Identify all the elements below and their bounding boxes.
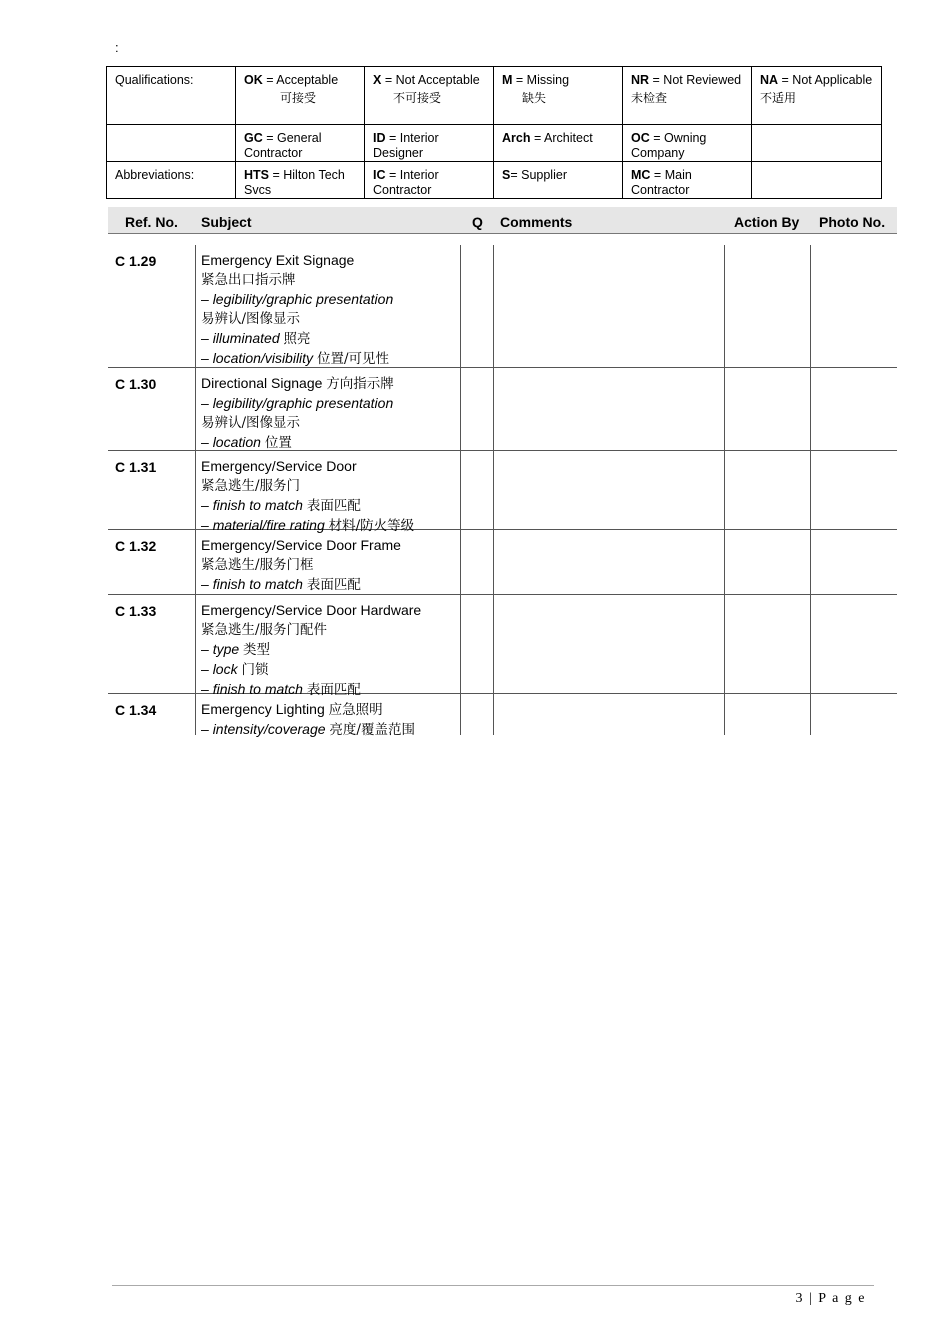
- col-divider: [724, 530, 725, 594]
- row-subject: [201, 374, 461, 453]
- row-subject-line: – intensity/coverage 亮度/覆盖范围: [201, 721, 415, 738]
- row-subject: [201, 700, 461, 740]
- col-divider: [195, 368, 196, 450]
- legend-empty-cell: [107, 125, 236, 162]
- col-divider: [724, 595, 725, 693]
- checklist-rows: [108, 245, 897, 738]
- legend-hts: HTS = Hilton Tech Svcs: [236, 162, 365, 199]
- page-number: 3 | P a g e: [795, 1291, 866, 1306]
- row-subject-line: – location 位置: [201, 434, 292, 451]
- legend-table: [106, 66, 882, 199]
- legend-id: ID = Interior Designer: [365, 125, 494, 162]
- row-subject-line: 易辨认/图像显示: [201, 311, 301, 327]
- col-divider: [810, 595, 811, 693]
- row-subject-line: – type 类型: [201, 641, 271, 658]
- checklist-row: [108, 245, 897, 368]
- header-action-by: Action By: [734, 214, 800, 230]
- row-ref: C 1.30: [115, 376, 157, 392]
- row-subject-line: – finish to match 表面匹配: [201, 576, 361, 593]
- legend-gc: GC = General Contractor: [236, 125, 365, 162]
- checklist-header: [108, 207, 897, 234]
- legend-mc: MC = Main Contractor: [623, 162, 752, 199]
- col-divider: [724, 694, 725, 735]
- legend-empty-cell: [752, 125, 882, 162]
- footer-divider: [112, 1285, 874, 1286]
- checklist-row: [108, 694, 897, 738]
- legend-x: X = Not Acceptable 不可接受: [365, 67, 494, 125]
- checklist-row: [108, 595, 897, 698]
- row-subject-line: – finish to match 表面匹配: [201, 681, 361, 698]
- legend-nr: NR = Not Reviewed 未检查: [623, 67, 752, 125]
- legend-s: S= Supplier: [494, 162, 623, 199]
- row-subject-title: Emergency Lighting 应急照明: [201, 701, 383, 718]
- row-ref: C 1.33: [115, 603, 157, 619]
- row-ref: C 1.34: [115, 702, 157, 718]
- col-divider: [724, 451, 725, 529]
- col-divider: [810, 694, 811, 735]
- row-subject-title: Directional Signage 方向指示牌: [201, 375, 394, 392]
- row-subject-line: – material/fire rating 材料/防火等级: [201, 517, 415, 534]
- row-subject-line: 紧急逃生/服务门框: [201, 557, 314, 573]
- header-subject: Subject: [201, 214, 252, 230]
- row-subject: [201, 536, 461, 595]
- legend-ic: IC = Interior Contractor: [365, 162, 494, 199]
- col-divider: [724, 368, 725, 450]
- row-subject-line: 紧急逃生/服务门配件: [201, 622, 328, 638]
- row-subject-title: Emergency Exit Signage: [201, 252, 355, 268]
- row-ref: C 1.31: [115, 459, 157, 475]
- row-subject-line: – location/visibility 位置/可见性: [201, 350, 390, 367]
- row-subject-line: – lock 门锁: [201, 661, 269, 678]
- col-divider: [724, 245, 725, 367]
- checklist-row: [108, 368, 897, 451]
- row-ref: C 1.32: [115, 538, 157, 554]
- row-subject: [201, 601, 461, 700]
- legend-m: M = Missing 缺失: [494, 67, 623, 125]
- col-divider: [810, 245, 811, 367]
- row-subject-line: 易辨认/图像显示: [201, 415, 301, 431]
- col-divider: [493, 595, 494, 693]
- header-q: Q: [472, 214, 483, 230]
- col-divider: [493, 530, 494, 594]
- col-divider: [195, 694, 196, 735]
- row-subject-line: – illuminated 照亮: [201, 330, 311, 347]
- row-subject-title: Emergency/Service Door Hardware: [201, 602, 422, 618]
- legend-arch: Arch = Architect: [494, 125, 623, 162]
- col-divider: [810, 530, 811, 594]
- col-divider: [195, 245, 196, 367]
- legend-oc: OC = Owning Company: [623, 125, 752, 162]
- col-divider: [493, 245, 494, 367]
- row-subject-line: – legibility/graphic presentation: [201, 395, 394, 411]
- row-subject: [201, 457, 461, 536]
- row-subject-line: 紧急逃生/服务门: [201, 478, 301, 494]
- col-divider: [493, 368, 494, 450]
- col-divider: [195, 530, 196, 594]
- header-comments: Comments: [500, 214, 573, 230]
- row-subject-line: – legibility/graphic presentation: [201, 291, 394, 307]
- header-photo-no: Photo No.: [819, 214, 886, 230]
- col-divider: [493, 694, 494, 735]
- legend-empty-cell: [752, 162, 882, 199]
- col-divider: [195, 451, 196, 529]
- col-divider: [810, 368, 811, 450]
- row-subject-title: Emergency/Service Door: [201, 458, 357, 474]
- row-ref: C 1.29: [115, 253, 157, 269]
- col-divider: [493, 451, 494, 529]
- legend-na: NA = Not Applicable 不适用: [752, 67, 882, 125]
- legend-ok: OK = Acceptable 可接受: [236, 67, 365, 125]
- col-divider: [810, 451, 811, 529]
- row-subject-title: Emergency/Service Door Frame: [201, 537, 401, 553]
- col-divider: [195, 595, 196, 693]
- checklist-row: [108, 451, 897, 534]
- abbreviations-label: Abbreviations:: [107, 162, 236, 199]
- stray-colon: :: [115, 40, 119, 55]
- header-ref-no: Ref. No.: [125, 214, 178, 230]
- row-subject-line: 紧急出口指示牌: [201, 272, 296, 288]
- row-subject: [201, 251, 461, 369]
- row-subject-line: – finish to match 表面匹配: [201, 497, 361, 514]
- checklist-row: [108, 530, 897, 595]
- qualifications-label: Qualifications:: [107, 67, 236, 125]
